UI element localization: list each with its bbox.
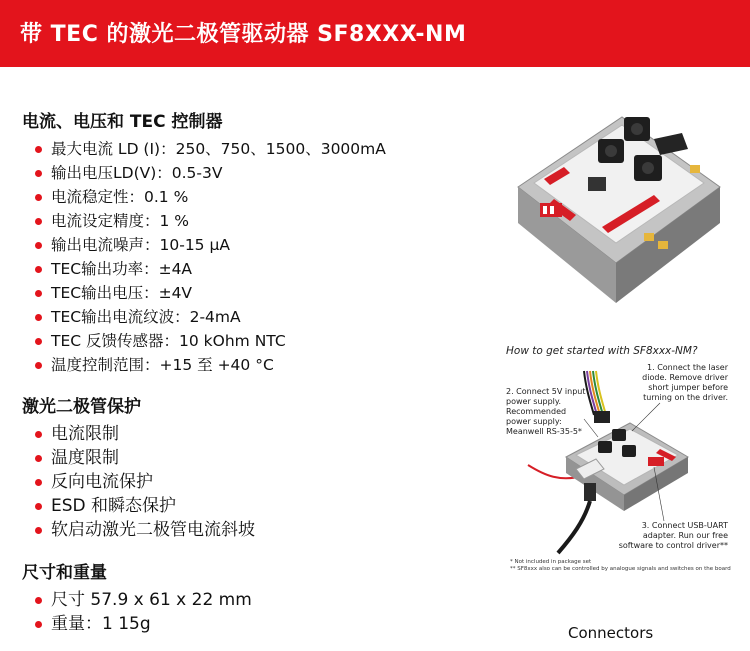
list-item: 软启动激光二极管电流斜坡 bbox=[22, 518, 452, 542]
controller-spec-list bbox=[22, 137, 452, 377]
bullet-icon bbox=[35, 146, 42, 153]
spec-column bbox=[22, 110, 452, 636]
bullet-icon bbox=[35, 455, 42, 462]
bullet-icon bbox=[35, 338, 42, 345]
list-item: TEC 反馈传感器：10 kOhm NTC bbox=[22, 329, 452, 353]
bullet-icon bbox=[35, 242, 42, 249]
bullet-icon bbox=[35, 503, 42, 510]
section-title-dimensions: 尺寸和重量 bbox=[22, 563, 107, 583]
section-title-protection: 激光二极管保护 bbox=[22, 397, 141, 417]
list-item: 电流稳定性：0.1 % bbox=[22, 185, 452, 209]
bullet-icon bbox=[35, 527, 42, 534]
list-item: 输出电流噪声：10-15 μA bbox=[22, 233, 452, 257]
diagram-illustration bbox=[500, 345, 735, 559]
bullet-icon bbox=[35, 431, 42, 438]
list-item: 温度限制 bbox=[22, 446, 452, 470]
page-title: 带 TEC 的激光二极管驱动器 SF8XXX-NM bbox=[20, 22, 467, 47]
footnote-1: * Not included in package set bbox=[510, 559, 592, 565]
step2-note: 2. Connect 5V input power supply. Recommended power supply: Meanwell RS-35-5* bbox=[506, 387, 586, 436]
footnote-2: ** SF8xxx also can be controlled by analogue signals and switches on the board bbox=[510, 566, 731, 572]
diagram-heading: How to get started with SF8xxx-NM? bbox=[506, 345, 698, 357]
list-item: 最大电流 LD (I)：250、750、1500、3000mA bbox=[22, 137, 452, 161]
protection-list bbox=[22, 422, 452, 542]
list-item: 尺寸 57.9 x 61 x 22 mm bbox=[22, 588, 452, 612]
bullet-icon bbox=[35, 290, 42, 297]
bullet-icon bbox=[35, 479, 42, 486]
bullet-icon bbox=[35, 362, 42, 369]
bullet-icon bbox=[35, 597, 42, 604]
list-item: 反向电流保护 bbox=[22, 470, 452, 494]
bullet-icon bbox=[35, 621, 42, 628]
driver-board-image bbox=[504, 95, 730, 315]
list-item: 输出电压LD(V)：0.5-3V bbox=[22, 161, 452, 185]
section-title-controller: 电流、电压和 TEC 控制器 bbox=[22, 112, 223, 132]
bullet-icon bbox=[35, 170, 42, 177]
list-item: ESD 和瞬态保护 bbox=[22, 494, 452, 518]
bullet-icon bbox=[35, 314, 42, 321]
bullet-icon bbox=[35, 266, 42, 273]
list-item: 电流设定精度：1 % bbox=[22, 209, 452, 233]
dimensions-list bbox=[22, 588, 452, 636]
step1-note: 1. Connect the laser diode. Remove driver short jumper before turning on the driver. bbox=[642, 363, 728, 402]
list-item: 温度控制范围：+15 至 +40 °C bbox=[22, 353, 452, 377]
bullet-icon bbox=[35, 194, 42, 201]
connectors-caption: Connectors bbox=[568, 624, 654, 642]
list-item: TEC输出功率：±4A bbox=[22, 257, 452, 281]
step3-note: 3. Connect USB-UART adapter. Run our free software to control driver** bbox=[618, 521, 728, 550]
list-item: TEC输出电流纹波：2-4mA bbox=[22, 305, 452, 329]
list-item: 电流限制 bbox=[22, 422, 452, 446]
list-item: TEC输出电压：±4V bbox=[22, 281, 452, 305]
header-banner bbox=[0, 0, 750, 67]
list-item: 重量：1 15g bbox=[22, 612, 452, 636]
bullet-icon bbox=[35, 218, 42, 225]
getting-started-diagram bbox=[500, 345, 735, 585]
